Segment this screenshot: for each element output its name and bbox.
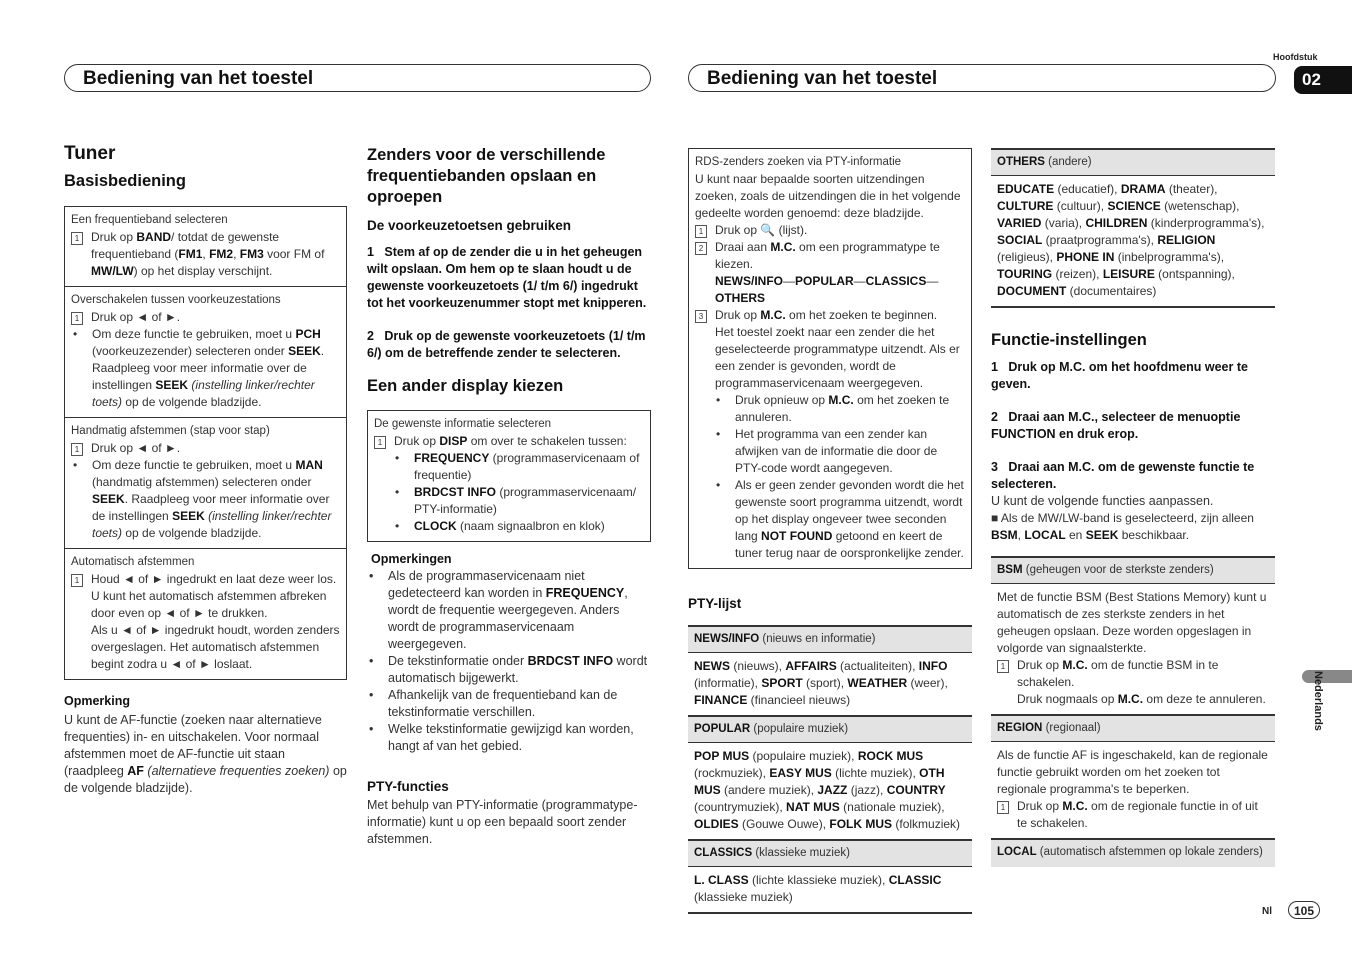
step-3-icon: 3 <box>695 310 707 323</box>
function-table: BSM (geheugen voor de sterkste zenders) Met de functie BSM (Best Stations Memory) kunt u automatisch de zes sterkste zenders in het geheugen opslaan. Deze worden opgeslagen in volgorde van signaalsterkte. 1 Druk op M.C. om de functie BSM in te schakelen. Druk nogmaals op M.C. om deze te annuleren. REGION (regionaal) Als de functie AF is ingeschakeld, kan de regionale functie gebruikt worden om het zoeken tot regionale programma's te beperken. 1 Druk op M.C. om de regionale functie in of uit te schakelen. LOCAL (automatisch afstemmen op lokale zenders) <box>991 556 1275 867</box>
step-1-icon: 1 <box>71 312 83 325</box>
heading-voorkeuze: De voorkeuzetoetsen gebruiken <box>367 218 572 233</box>
pty-table: NEWS/INFO (nieuws en informatie) NEWS (nieuws), AFFAIRS (actualiteiten), INFO (informatie), SPORT (sport), WEATHER (weer), FINANCE (financieel nieuws) POPULAR (populaire muziek) POP MUS (populaire muziek), ROCK MUS (rockmuziek), EASY MUS (lichte muziek), OTH MUS (andere muziek), JAZZ (jazz), COUNTRY (countrymuziek), NAT MUS (nationale muziek), OLDIES (Gouwe Ouwe), FOLK MUS (folkmuziek) CLASSICS (klassieke muziek) L. CLASS (lichte klassieke muziek), CLASSIC (klassieke muziek) <box>688 625 972 914</box>
note-heading: Opmerking <box>64 694 130 708</box>
column-1: Tuner Basisbediening Een frequentieband selecteren 1 Druk op BAND/ totdat de gewenste frequentieband (FM1, FM2, FM3 voor FM of MW/LW) op het display verschijnt. Overschakelen tussen voorkeuzestations 1 Druk op ◄ of ►. • Om deze functie te gebruiken, moet u PCH (voorkeuzezender) selecteren onder SEEK. Raadpleeg voor meer informatie over de instellingen SEEK (instelling linker/rechter toets) op de volgende bladzijde. Handmatig afstemmen (stap voor stap) 1 Druk op ◄ of ►. • Om deze functie te gebruiken, moet u MAN (handmatig afstemmen) selecteren onder SEEK. Raadpleeg voor meer informatie over de instellingen SEEK (instelling linker/rechter toets) op de volgende bladzijde. Automatisch afstemmen 1 Houd ◄ of ► ingedrukt en laat deze weer los. U kunt het automatisch afstemmen afbreken door even op ◄ of ► te drukken. Als u ◄ of ► ingedrukt houdt, worden zenders overgeslagen. Het automatisch afstemmen begint zodra u ◄ of ► loslaat. Opmerking U kunt de AF-functie (zoeken naar alternatieve frequenties) in- en uitschakelen. Voor normaal afstemmen moet de AF-functie uit staan (raadpleeg AF (alternatieve frequenties zoeken) op de volgende bladzijde). <box>64 143 347 795</box>
search-icon: 🔍 <box>760 223 776 237</box>
box-section-title: De gewenste informatie selecteren <box>374 418 552 430</box>
chapter-number: 02 <box>1294 66 1352 94</box>
step-1-icon: 1 <box>374 436 386 449</box>
box-section-title: Een frequentieband selecteren <box>71 214 228 226</box>
step-1-icon: 1 <box>997 660 1009 673</box>
page-number: 105 <box>1288 901 1320 919</box>
step-1-icon: 1 <box>71 232 83 245</box>
heading-display: Een ander display kiezen <box>367 377 564 395</box>
heading-tuner: Tuner <box>64 143 116 164</box>
step-1-icon: 1 <box>695 225 707 238</box>
side-tab <box>1302 670 1352 683</box>
box-section-title: Automatisch afstemmen <box>71 556 195 568</box>
column-4: OTHERS (andere) EDUCATE (educatief), DRAMA (theater), CULTURE (cultuur), SCIENCE (wetenschap), VARIED (varia), CHILDREN (kinderprogramma's), SOCIAL (praatprogramma's), RELIGION (religieus), PHONE IN (inbelprogramma's), TOURING (reizen), LEISURE (ontspanning), DOCUMENT (documentaires) Functie-instellingen 1 Druk op M.C. om het hoofdmenu weer te geven. 2 Draai aan M.C., selecteer de menuoptie FUNCTION en druk erop. 3 Draai aan M.C. om de gewenste functie te selecteren. U kunt de volgende functies aanpassen. ■ Als de MW/LW-band is geselecteerd, zijn alleen BSM, LOCAL en SEEK beschikbaar. BSM (geheugen voor de sterkste zenders) Met de functie BSM (Best Stations Memory) kunt u automatisch de zes sterkste zenders in het geheugen opslaan. Deze worden opgeslagen in volgorde van signaalsterkte. 1 Druk op M.C. om de functie BSM in te schakelen. Druk nogmaals op M.C. om deze te annuleren. REGION (regionaal) Als de functie AF is ingeschakeld, kan de regionale functie gebruikt worden om het zoeken tot regionale programma's te beperken. 1 Druk op M.C. om de regionale functie in of uit te schakelen. LOCAL (automatisch afstemmen op lokale zenders) <box>991 148 1275 867</box>
section-header-left <box>64 64 651 92</box>
pty-intro: Met behulp van PTY-informatie (programmatype-informatie) kunt u op een bepaald soort zender afstemmen. <box>367 798 638 846</box>
box-section-title: Handmatig afstemmen (stap voor stap) <box>71 425 270 437</box>
heading-basisbediening: Basisbediening <box>64 172 186 190</box>
step-1-icon: 1 <box>997 801 1009 814</box>
column-2: Zenders voor de verschillende frequentiebanden opslaan en oproepen De voorkeuzetoetsen gebruiken 1 Stem af op de zender die u in het geheugen wilt opslaan. Om hem op te slaan houdt u de gewenste voorkeuzetoets (1/ t/m 6/) ingedrukt tot het voorkeuzenummer stopt met knipperen. 2 Druk op de gewenste voorkeuzetoets (1/ t/m 6/) om de betreffende zender te selecteren. Een ander display kiezen De gewenste informatie selecteren 1 Druk op DISP om over te schakelen tussen: • FREQUENCY (programmaservicenaam of frequentie) • BRDCST INFO (programmaservicenaam/ PTY-informatie) • CLOCK (naam signaalbron en klok) Opmerkingen • Als de programmaservicenaam niet gedetecteerd kan worden in FREQUENCY, wordt de frequentie weergegeven. Anders wordt de programmaservicenaam weergegeven. • De tekstinformatie onder BRDCST INFO wordt automatisch bijgewerkt. • Afhankelijk van de frequentieband kan de tekstinformatie verschillen. • Welke tekstinformatie gewijzigd kan worden, hangt af van het gebied. PTY-functies Met behulp van PTY-informatie (programmatype-informatie) kunt u op een bepaald soort zender afstemmen. <box>367 145 651 848</box>
step-1-icon: 1 <box>71 443 83 456</box>
box-section-title: RDS-zenders zoeken via PTY-informatie <box>695 156 902 168</box>
column-3 <box>688 148 972 914</box>
box-intro: U kunt naar bepaalde soorten uitzendingen zoeken, zoals de uitzendingen die in het volgende gedeelte worden genoemd: deze bladzijde. <box>695 172 961 220</box>
step-2-icon: 2 <box>695 242 707 255</box>
functions-available: U kunt de volgende functies aanpassen. <box>991 494 1214 508</box>
box-section-title: Overschakelen tussen voorkeuzestations <box>71 294 281 306</box>
section-header-right <box>688 64 1276 92</box>
section-title: Bediening van het toestel <box>83 68 314 89</box>
pty-search-box: RDS-zenders zoeken via PTY-informatie U kunt naar bepaalde soorten uitzendingen zoeken, zoals de uitzendingen die in het volgende gedeelte worden genoemd: deze bladzijde. 1 Druk op 🔍 (lijst). 2 Draai aan M.C. om een programmatype te kiezen. NEWS/INFO—POPULAR—CLASSICS—OTHERS 3 Druk op M.C. om het zoeken te beginnen. Het toestel zoekt naar een zender die het geselecteerde programmatype uitzendt. Als er een zender is gevonden, wordt de programmaservicenaam weergegeven. • Druk opnieuw op M.C. om het zoeken te annuleren. • Het programma van een zender kan afwijken van de informatie die door de PTY-code wordt aangegeven. • Als er geen zender gevonden wordt die het gewenste soort programma uitzendt, wordt op het display ongeveer twee seconden lang NOT FOUND getoond en keert de tuner terug naar de oorspronkelijke zender. <box>688 148 972 569</box>
heading-zenders: Zenders voor de verschillende frequentiebanden opslaan en oproepen <box>367 146 606 206</box>
page-lang: Nl <box>1262 906 1272 917</box>
heading-pty-lijst: PTY-lijst <box>688 596 742 611</box>
side-language: Nederlands <box>1312 671 1324 731</box>
square-bullet-icon: ■ <box>991 511 999 525</box>
notes-heading: Opmerkingen <box>371 552 452 566</box>
pty-table-others: OTHERS (andere) EDUCATE (educatief), DRAMA (theater), CULTURE (cultuur), SCIENCE (wetenschap), VARIED (varia), CHILDREN (kinderprogramma's), SOCIAL (praatprogramma's), RELIGION (religieus), PHONE IN (inbelprogramma's), TOURING (reizen), LEISURE (ontspanning), DOCUMENT (documentaires) <box>991 148 1275 308</box>
step-1-icon: 1 <box>71 574 83 587</box>
heading-pty-functies: PTY-functies <box>367 779 449 794</box>
basic-operation-box: Een frequentieband selecteren 1 Druk op BAND/ totdat de gewenste frequentieband (FM1, FM2, FM3 voor FM of MW/LW) op het display verschijnt. Overschakelen tussen voorkeuzestations 1 Druk op ◄ of ►. • Om deze functie te gebruiken, moet u PCH (voorkeuzezender) selecteren onder SEEK. Raadpleeg voor meer informatie over de instellingen SEEK (instelling linker/rechter toets) op de volgende bladzijde. Handmatig afstemmen (stap voor stap) 1 Druk op ◄ of ►. • Om deze functie te gebruiken, moet u MAN (handmatig afstemmen) selecteren onder SEEK. Raadpleeg voor meer informatie over de instellingen SEEK (instelling linker/rechter toets) op de volgende bladzijde. Automatisch afstemmen 1 Houd ◄ of ► ingedrukt en laat deze weer los. U kunt het automatisch afstemmen afbreken door even op ◄ of ► te drukken. Als u ◄ of ► ingedrukt houdt, worden zenders overgeslagen. Het automatisch afstemmen begint zodra u ◄ of ► loslaat. <box>64 206 347 680</box>
chapter-label: Hoofdstuk <box>1273 52 1318 62</box>
display-box: De gewenste informatie selecteren 1 Druk op DISP om over te schakelen tussen: • FREQUENCY (programmaservicenaam of frequentie) • BRDCST INFO (programmaservicenaam/ PTY-informatie) • CLOCK (naam signaalbron en klok) <box>367 410 651 542</box>
heading-functie: Functie-instellingen <box>991 331 1147 349</box>
section-title: Bediening van het toestel <box>707 68 938 89</box>
